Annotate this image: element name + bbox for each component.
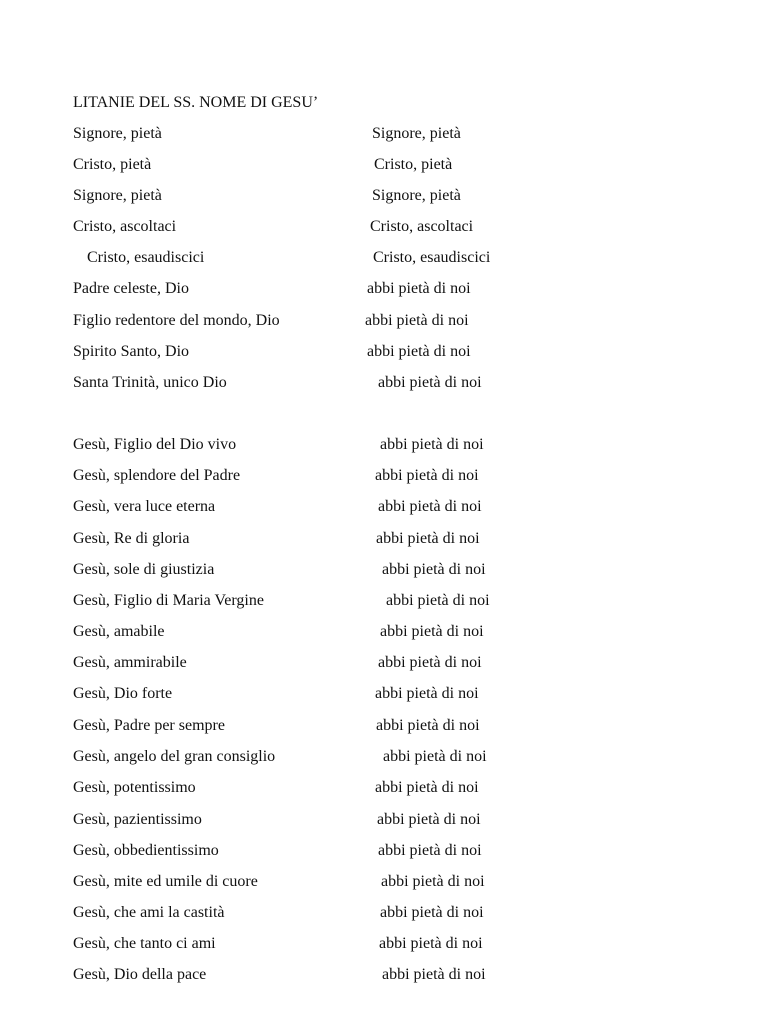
invocation-text: Gesù, obbedientissimo [73,842,219,859]
litany-line [73,278,693,300]
litany-line [73,341,693,363]
response-text: abbi pietà di noi [378,374,482,391]
invocation-text: Santa Trinità, unico Dio [73,374,227,391]
response-text: abbi pietà di noi [378,498,482,515]
litany-line [73,683,693,705]
response-text: Cristo, ascoltaci [370,218,474,235]
invocation-text: Gesù, Figlio di Maria Vergine [73,592,264,609]
response-text: abbi pietà di noi [381,873,485,890]
invocation-text: Gesù, ammirabile [73,654,187,671]
invocation-text: Cristo, esaudiscici [87,249,205,266]
litany-line [73,154,693,176]
invocation-text: Gesù, angelo del gran consiglio [73,748,276,765]
response-text: abbi pietà di noi [367,280,471,297]
invocation-text: Gesù, che tanto ci ami [73,935,216,952]
litany-line [73,559,693,581]
litany-line [73,715,693,737]
litany-line [73,871,693,893]
invocation-text: Gesù, Padre per sempre [73,717,225,734]
response-text: abbi pietà di noi [386,592,490,609]
response-text: Cristo, esaudiscici [373,249,491,266]
litany-line [73,809,693,831]
response-text: abbi pietà di noi [376,530,480,547]
invocation-text: Gesù, Dio forte [73,685,173,702]
response-text: abbi pietà di noi [375,467,479,484]
invocation-text: Figlio redentore del mondo, Dio [73,312,280,329]
litany-line [73,216,693,238]
response-text: abbi pietà di noi [375,779,479,796]
litany-line [73,933,693,955]
response-text: abbi pietà di noi [380,904,484,921]
litany-line [73,185,693,207]
invocation-text: Cristo, pietà [73,156,152,173]
litany-line [73,123,693,145]
response-text: abbi pietà di noi [367,343,471,360]
response-text: abbi pietà di noi [382,561,486,578]
response-text: abbi pietà di noi [382,966,486,983]
litany-line [73,621,693,643]
litany-line [73,590,693,612]
invocation-text: Gesù, pazientissimo [73,811,202,828]
response-text: abbi pietà di noi [380,623,484,640]
response-text: abbi pietà di noi [365,312,469,329]
invocation-text: Gesù, Figlio del Dio vivo [73,436,237,453]
invocation-text: Cristo, ascoltaci [73,218,177,235]
invocation-text: Gesù, mite ed umile di cuore [73,873,258,890]
response-text: abbi pietà di noi [375,685,479,702]
invocation-text: Signore, pietà [73,125,162,142]
invocation-text: Gesù, Dio della pace [73,966,207,983]
document-title: LITANIE DEL SS. NOME DI GESU’ [73,94,319,111]
litany-line [73,902,693,924]
invocation-text: Spirito Santo, Dio [73,343,190,360]
litany-line [73,372,693,394]
litany-line [73,777,693,799]
response-text: Signore, pietà [372,187,461,204]
invocation-text: Gesù, vera luce eterna [73,498,216,515]
invocation-text: Gesù, sole di giustizia [73,561,215,578]
response-text: abbi pietà di noi [376,717,480,734]
invocation-text: Gesù, splendore del Padre [73,467,241,484]
litany-line [73,964,693,986]
litany-line [73,652,693,674]
response-text: abbi pietà di noi [383,748,487,765]
invocation-text: Padre celeste, Dio [73,280,189,297]
invocation-text: Gesù, potentissimo [73,779,196,796]
response-text: abbi pietà di noi [377,811,481,828]
invocation-text: Gesù, che ami la castità [73,904,225,921]
litany-line [73,528,693,550]
litany-line [73,247,693,269]
litany-line [73,465,693,487]
response-text: abbi pietà di noi [378,654,482,671]
invocation-text: Signore, pietà [73,187,162,204]
invocation-text: Gesù, Re di gloria [73,530,190,547]
invocation-text: Gesù, amabile [73,623,165,640]
response-text: abbi pietà di noi [378,842,482,859]
litany-line [73,496,693,518]
response-text: Cristo, pietà [374,156,453,173]
litany-line [73,434,693,456]
response-text: abbi pietà di noi [379,935,483,952]
litany-line [73,840,693,862]
response-text: Signore, pietà [372,125,461,142]
litany-line [73,746,693,768]
litany-line [73,310,693,332]
response-text: abbi pietà di noi [380,436,484,453]
